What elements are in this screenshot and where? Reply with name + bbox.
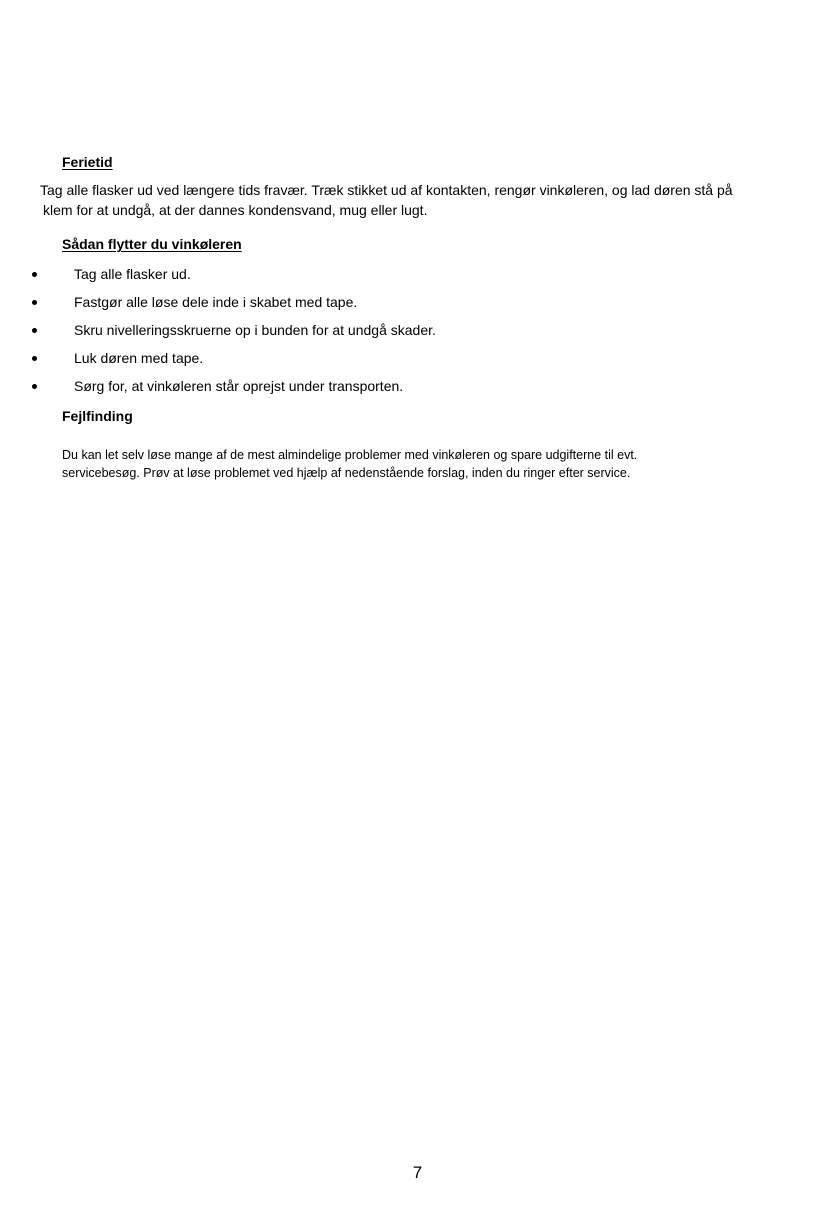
list-item-text: Fastgør alle løse dele inde i skabet med tape. [74,294,358,310]
list-item-text: Skru nivelleringsskruerne op i bunden for at undgå skader. [74,322,436,338]
bullet-icon [32,384,37,389]
bullet-icon [32,328,37,333]
fejlfinding-paragraph [62,446,637,482]
bullet-icon [32,356,37,361]
fejlfinding-line-1: Du kan let selv løse mange af de mest almindelige problemer med vinkøleren og spare udgifterne til evt. [62,448,638,462]
ferietid-line-1: Tag alle flasker ud ved længere tids fravær. Træk stikket ud af kontakten, rengør vinkøleren, og lad døren stå på [40,182,733,198]
section-heading-flytning: Sådan flytter du vinkøleren [62,236,242,252]
ferietid-line-2: klem for at undgå, at der dannes kondensvand, mug eller lugt. [43,202,428,218]
bullet-icon [32,272,37,277]
ferietid-paragraph [40,180,733,220]
list-item-text: Luk døren med tape. [74,350,204,366]
bullet-icon [32,300,37,305]
list-item-text: Tag alle flasker ud. [74,266,191,282]
section-heading-fejlfinding: Fejlfinding [62,408,133,424]
section-heading-ferietid: Ferietid [62,154,113,170]
fejlfinding-line-2: servicebesøg. Prøv at løse problemet ved hjælp af nedenstående forslag, inden du ringer efter service. [62,466,631,480]
list-item-text: Sørg for, at vinkøleren står oprejst under transporten. [74,378,404,394]
page-number: 7 [412,1163,423,1182]
